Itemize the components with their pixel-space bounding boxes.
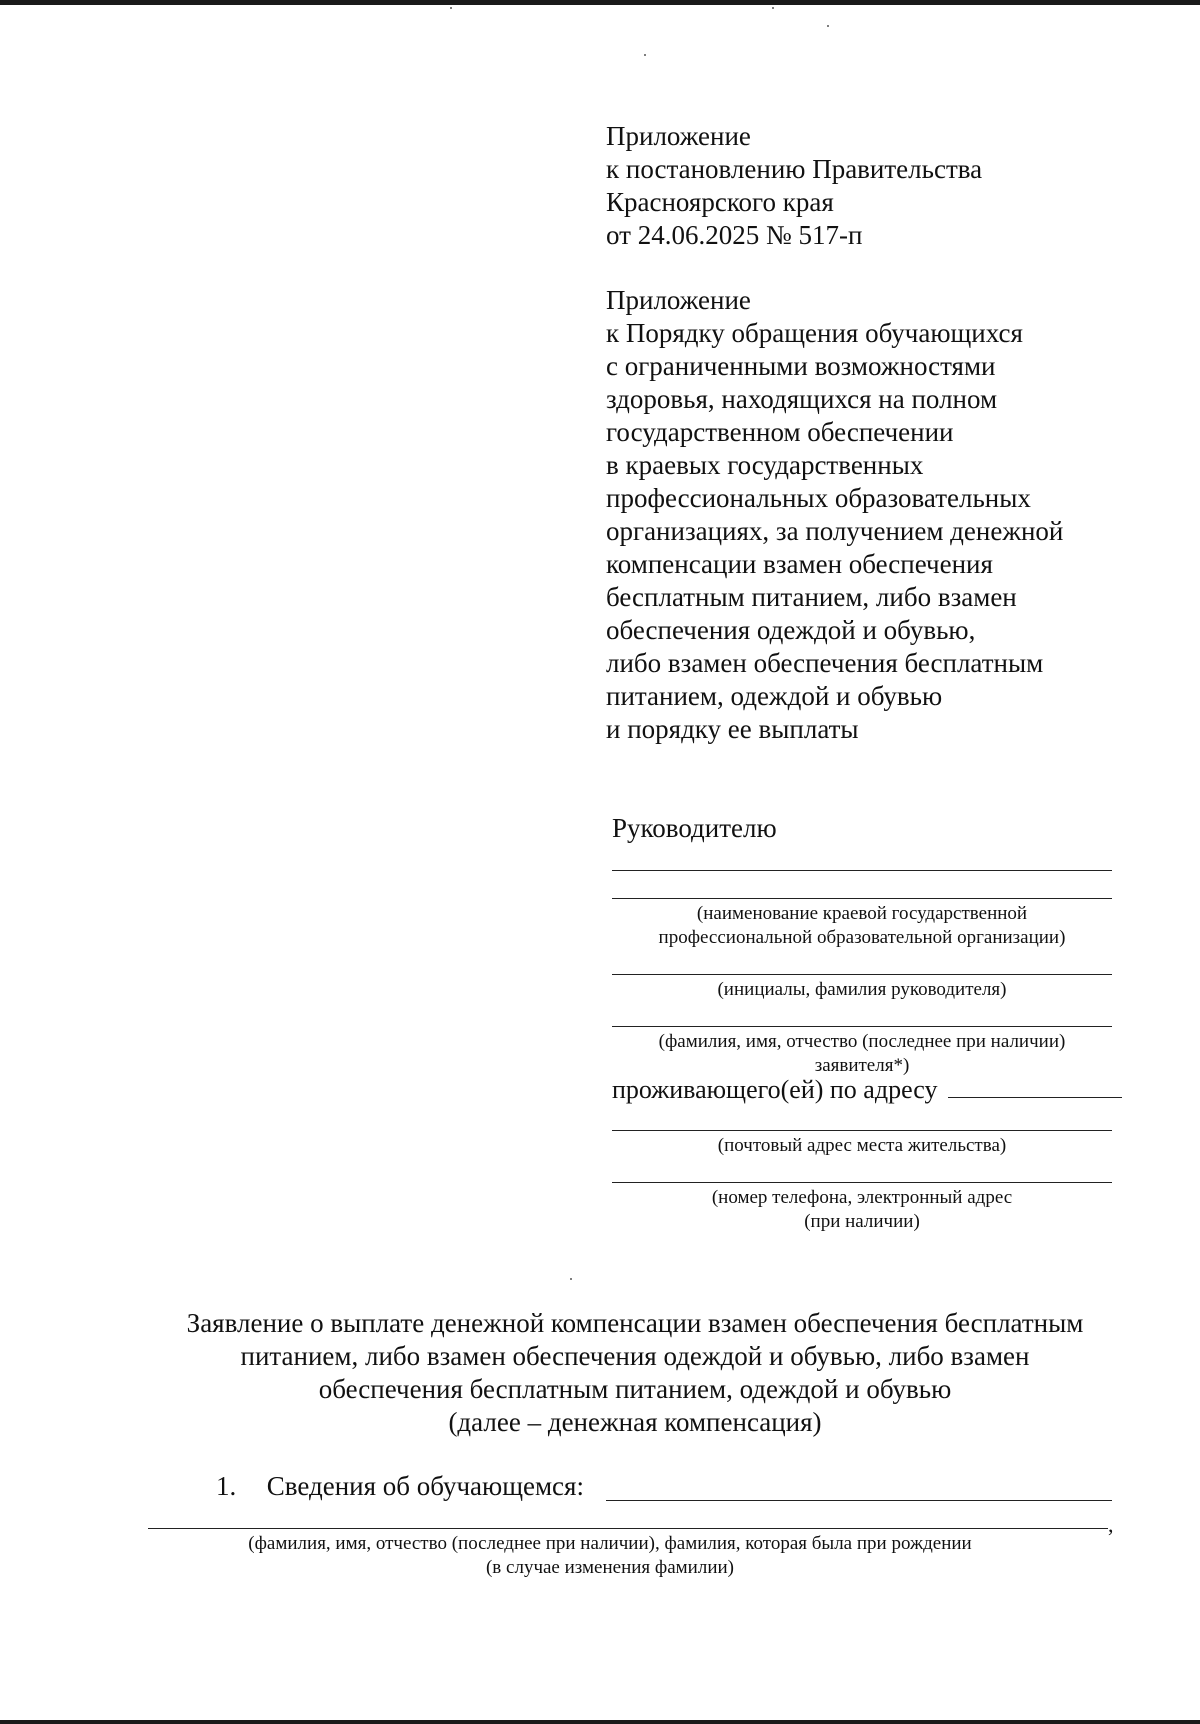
title-line: Заявление о выплате денежной компенсации взамен обеспечения бесплатным [186, 1308, 1084, 1338]
caption-line: (наименование краевой государственной [696, 903, 1028, 924]
appendix2-line: профессиональных образовательных [606, 483, 1031, 513]
appendix-procedure-header [606, 284, 1126, 746]
trailing-comma: , [1108, 1512, 1114, 1537]
appendix1-line: Красноярского края [606, 187, 834, 217]
applicant-name-blank-line[interactable] [612, 1026, 1112, 1027]
caption-line: (номер телефона, электронный адрес [711, 1187, 1013, 1208]
appendix2-line: в краевых государственных [606, 450, 924, 480]
contact-caption [612, 1186, 1112, 1234]
appendix2-line: организациях, за получением денежной [606, 516, 1064, 546]
appendix2-line: бесплатным питанием, либо взамен [606, 582, 1017, 612]
appendix2-line: здоровья, находящихся на полном [606, 384, 998, 414]
org-name-blank-line[interactable] [612, 898, 1112, 899]
scan-speck [450, 7, 452, 9]
postal-address-blank-line[interactable] [612, 1130, 1112, 1131]
title-line: (далее – денежная компенсация) [448, 1407, 822, 1437]
title-line: обеспечения бесплатным питанием, одеждой и обувью [318, 1374, 952, 1404]
appendix2-line: либо взамен обеспечения бесплатным [606, 648, 1044, 678]
appendix2-line: Приложение [606, 285, 751, 315]
statement-title [120, 1307, 1150, 1439]
caption-line: заявителя*) [814, 1055, 910, 1076]
item-number: 1. [216, 1471, 237, 1501]
scan-edge-top [0, 0, 1200, 5]
residing-label: проживающего(ей) по адресу [612, 1075, 938, 1104]
title-line: питанием, либо взамен обеспечения одеждой и обувью, либо взамен [240, 1341, 1030, 1371]
appendix2-line: питанием, одеждой и обувью [606, 681, 943, 711]
appendix1-line: к постановлению Правительства [606, 154, 983, 184]
scan-speck [772, 7, 774, 9]
head-name-blank-line[interactable] [612, 974, 1112, 975]
student-info-blank-line[interactable] [148, 1528, 1108, 1529]
appendix2-line: обеспечения одеждой и обувью, [606, 615, 976, 645]
student-info-item [216, 1470, 584, 1503]
student-info-blank-line[interactable] [606, 1500, 1112, 1501]
contact-blank-line[interactable] [612, 1182, 1112, 1183]
caption-line: (фамилия, имя, отчество (последнее при наличии) [658, 1031, 1066, 1052]
appendix2-line: с ограниченными возможностями [606, 351, 996, 381]
appendix1-line: Приложение [606, 121, 751, 151]
caption-line: (при наличии) [804, 1211, 920, 1232]
student-info-caption [140, 1532, 1080, 1580]
appendix2-line: государственном обеспечении [606, 417, 954, 447]
scan-edge-bottom [0, 1720, 1200, 1724]
scan-speck [570, 1278, 572, 1280]
postal-address-caption: (почтовый адрес места жительства) [717, 1135, 1007, 1156]
residing-address-blank[interactable] [948, 1075, 1122, 1098]
appendix1-line: от 24.06.2025 № 517-п [606, 220, 863, 250]
head-name-caption: (инициалы, фамилия руководителя) [717, 979, 1007, 1000]
residing-address-row [612, 1074, 1122, 1106]
appendix2-line: компенсации взамен обеспечения [606, 549, 993, 579]
appendix2-line: и порядку ее выплаты [606, 714, 859, 744]
addressee-heading: Руководителю [612, 813, 777, 843]
org-name-blank-line[interactable] [612, 870, 1112, 871]
scan-speck [827, 25, 829, 27]
appendix2-line: к Порядку обращения обучающихся [606, 318, 1023, 348]
caption-line: (фамилия, имя, отчество (последнее при наличии), фамилия, которая была при рождении [248, 1533, 972, 1554]
student-info-label: Сведения об обучающемся: [266, 1471, 584, 1501]
scan-speck [644, 54, 646, 56]
org-name-caption [612, 902, 1112, 950]
caption-line: (в случае изменения фамилии) [485, 1557, 734, 1578]
caption-line: профессиональной образовательной организации) [658, 927, 1066, 948]
appendix-decree-header [606, 120, 1126, 252]
applicant-name-caption [612, 1030, 1112, 1078]
